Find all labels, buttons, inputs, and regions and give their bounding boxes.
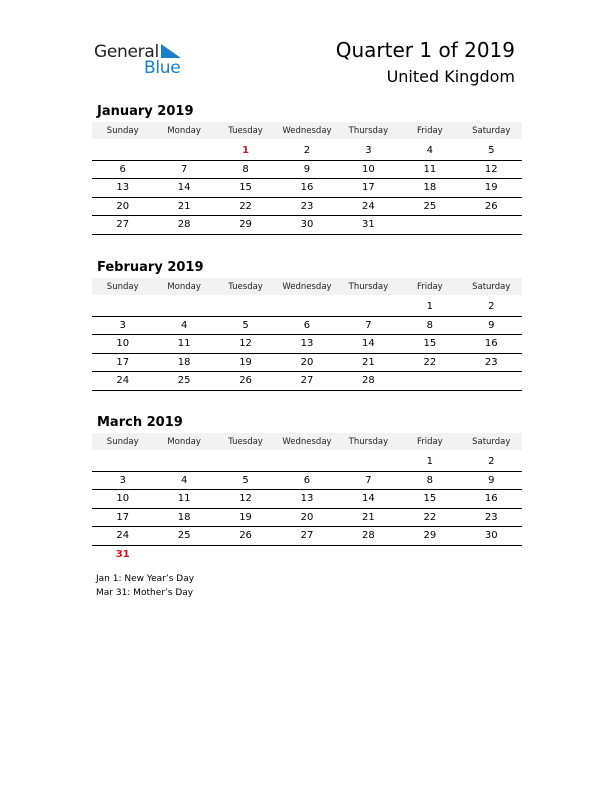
weekday-label: Sunday	[92, 433, 153, 450]
week-row	[92, 372, 522, 391]
day-cell: 21	[338, 508, 399, 527]
day-cell: 31	[115, 548, 130, 560]
day-cell	[399, 372, 460, 391]
day-cell: 1	[215, 142, 276, 160]
weekday-label: Wednesday	[276, 433, 337, 450]
week-row	[92, 160, 522, 179]
day-cell: 23	[276, 197, 337, 216]
day-cell: 5	[215, 471, 276, 490]
day-cell: 22	[399, 353, 460, 372]
day-cell: 23	[461, 353, 522, 372]
holiday-note: Mar 31: Mother’s Day	[96, 588, 194, 598]
day-cell: 2	[276, 142, 337, 160]
day-cell: 12	[215, 490, 276, 509]
weekday-label: Thursday	[338, 122, 399, 139]
day-cell: 4	[153, 316, 214, 335]
day-cell: 5	[215, 316, 276, 335]
day-cell	[461, 545, 522, 563]
day-cell: 15	[399, 335, 460, 354]
day-cell: 4	[399, 142, 460, 160]
day-cell: 6	[276, 316, 337, 335]
day-cell: 20	[276, 353, 337, 372]
day-cell: 19	[215, 508, 276, 527]
week-row	[92, 142, 522, 160]
day-cell: 25	[399, 197, 460, 216]
day-cell: 21	[153, 197, 214, 216]
day-cell: 11	[399, 160, 460, 179]
day-cell	[461, 372, 522, 391]
weekday-label: Tuesday	[215, 433, 276, 450]
day-cell: 27	[92, 216, 153, 235]
month-calendar-january	[92, 102, 522, 235]
day-cell	[153, 453, 214, 471]
weekday-label: Sunday	[92, 278, 153, 295]
weekday-label: Saturday	[461, 122, 522, 139]
day-cell: 5	[461, 142, 522, 160]
day-cell: 27	[276, 527, 337, 546]
day-cell: 31	[338, 216, 399, 235]
week-row	[92, 335, 522, 354]
country-name: United Kingdom	[386, 67, 515, 86]
day-cell: 25	[153, 527, 214, 546]
day-cell: 29	[215, 216, 276, 235]
day-cell: 20	[276, 508, 337, 527]
day-cell: 4	[153, 471, 214, 490]
day-cell: 28	[338, 372, 399, 391]
week-row	[92, 508, 522, 527]
week-row	[92, 179, 522, 198]
day-cell	[338, 453, 399, 471]
day-cell: 23	[461, 508, 522, 527]
week-row	[92, 353, 522, 372]
weekday-header-row	[92, 278, 522, 295]
day-cell: 26	[215, 372, 276, 391]
calendar-body	[92, 139, 522, 234]
day-cell: 21	[338, 353, 399, 372]
weekday-label: Wednesday	[276, 278, 337, 295]
day-cell: 24	[92, 527, 153, 546]
day-cell: 16	[276, 179, 337, 198]
month-title: March 2019	[97, 415, 183, 430]
day-cell	[92, 453, 153, 471]
day-cell: 17	[92, 353, 153, 372]
day-cell: 13	[276, 335, 337, 354]
calendar-body	[92, 295, 522, 390]
day-cell: 9	[461, 316, 522, 335]
day-cell: 10	[92, 490, 153, 509]
day-cell	[338, 545, 399, 563]
day-cell: 16	[461, 490, 522, 509]
day-cell: 19	[461, 179, 522, 198]
weekday-label: Monday	[153, 278, 214, 295]
weekday-label: Sunday	[92, 122, 153, 139]
week-row	[92, 216, 522, 235]
day-cell: 30	[276, 216, 337, 235]
day-cell: 6	[92, 160, 153, 179]
month-title: January 2019	[97, 104, 194, 119]
weekday-label: Thursday	[338, 278, 399, 295]
day-cell: 17	[92, 508, 153, 527]
page-title: Quarter 1 of 2019	[335, 38, 515, 62]
day-cell	[153, 142, 214, 160]
day-cell: 18	[153, 353, 214, 372]
week-row	[92, 453, 522, 471]
calendar-body	[92, 450, 522, 563]
week-row	[92, 490, 522, 509]
day-cell: 14	[338, 490, 399, 509]
day-cell: 24	[338, 197, 399, 216]
day-cell: 16	[461, 335, 522, 354]
weekday-label: Friday	[399, 122, 460, 139]
day-cell	[276, 298, 337, 316]
weekday-label: Friday	[399, 433, 460, 450]
day-cell: 22	[215, 197, 276, 216]
day-cell: 14	[338, 335, 399, 354]
weekday-label: Monday	[153, 433, 214, 450]
day-cell	[276, 545, 337, 563]
month-calendar-march	[92, 413, 522, 563]
weekday-label: Saturday	[461, 433, 522, 450]
brand-logo	[94, 40, 194, 80]
day-cell: 18	[153, 508, 214, 527]
weekday-label: Monday	[153, 122, 214, 139]
day-cell: 17	[338, 179, 399, 198]
day-cell	[153, 298, 214, 316]
day-cell	[399, 545, 460, 563]
day-cell: 9	[461, 471, 522, 490]
day-cell	[399, 216, 460, 235]
weekday-label: Thursday	[338, 433, 399, 450]
day-cell	[338, 298, 399, 316]
day-cell: 1	[399, 453, 460, 471]
day-cell: 20	[92, 197, 153, 216]
day-cell: 15	[399, 490, 460, 509]
day-cell: 11	[153, 490, 214, 509]
holiday-note: Jan 1: New Year’s Day	[96, 574, 195, 584]
day-cell: 22	[399, 508, 460, 527]
day-cell: 25	[153, 372, 214, 391]
day-cell: 6	[276, 471, 337, 490]
holiday-notes	[96, 572, 194, 600]
day-cell: 26	[461, 197, 522, 216]
day-cell	[215, 298, 276, 316]
week-row	[92, 471, 522, 490]
weekday-header-row	[92, 122, 522, 139]
day-cell	[153, 545, 214, 563]
day-cell: 26	[215, 527, 276, 546]
weekday-header-row	[92, 433, 522, 450]
day-cell: 2	[461, 453, 522, 471]
day-cell: 18	[399, 179, 460, 198]
logo-text-blue: Blue	[144, 58, 181, 78]
day-cell: 3	[92, 471, 153, 490]
day-cell	[461, 216, 522, 235]
day-cell: 2	[461, 298, 522, 316]
day-cell: 28	[338, 527, 399, 546]
weekday-label: Wednesday	[276, 122, 337, 139]
day-cell: 27	[276, 372, 337, 391]
week-row	[92, 316, 522, 335]
weekday-label: Friday	[399, 278, 460, 295]
calendar-table	[92, 122, 522, 235]
day-cell	[215, 545, 276, 563]
day-cell	[276, 453, 337, 471]
day-cell	[215, 453, 276, 471]
day-cell: 1	[399, 298, 460, 316]
day-cell: 9	[276, 160, 337, 179]
day-cell: 8	[399, 316, 460, 335]
day-cell: 14	[153, 179, 214, 198]
day-cell: 12	[461, 160, 522, 179]
day-cell: 8	[215, 160, 276, 179]
week-row	[92, 545, 522, 563]
logo-text-general: General	[94, 42, 159, 62]
calendar-table	[92, 433, 522, 563]
day-cell: 10	[92, 335, 153, 354]
weekday-label: Saturday	[461, 278, 522, 295]
day-cell: 3	[92, 316, 153, 335]
day-cell: 11	[153, 335, 214, 354]
day-cell: 15	[215, 179, 276, 198]
day-cell: 8	[399, 471, 460, 490]
day-cell: 7	[338, 316, 399, 335]
day-cell: 7	[153, 160, 214, 179]
week-row	[92, 197, 522, 216]
day-cell	[92, 142, 153, 160]
week-row	[92, 298, 522, 316]
weekday-label: Tuesday	[215, 278, 276, 295]
day-cell: 12	[215, 335, 276, 354]
day-cell: 29	[399, 527, 460, 546]
day-cell: 13	[92, 179, 153, 198]
month-title: February 2019	[97, 260, 204, 275]
day-cell: 7	[338, 471, 399, 490]
day-cell: 24	[92, 372, 153, 391]
day-cell: 10	[338, 160, 399, 179]
day-cell: 30	[461, 527, 522, 546]
day-cell: 28	[153, 216, 214, 235]
day-cell: 13	[276, 490, 337, 509]
calendar-table	[92, 278, 522, 391]
weekday-label: Tuesday	[215, 122, 276, 139]
day-cell: 3	[338, 142, 399, 160]
month-calendar-february	[92, 258, 522, 391]
week-row	[92, 527, 522, 546]
day-cell	[92, 298, 153, 316]
day-cell: 19	[215, 353, 276, 372]
